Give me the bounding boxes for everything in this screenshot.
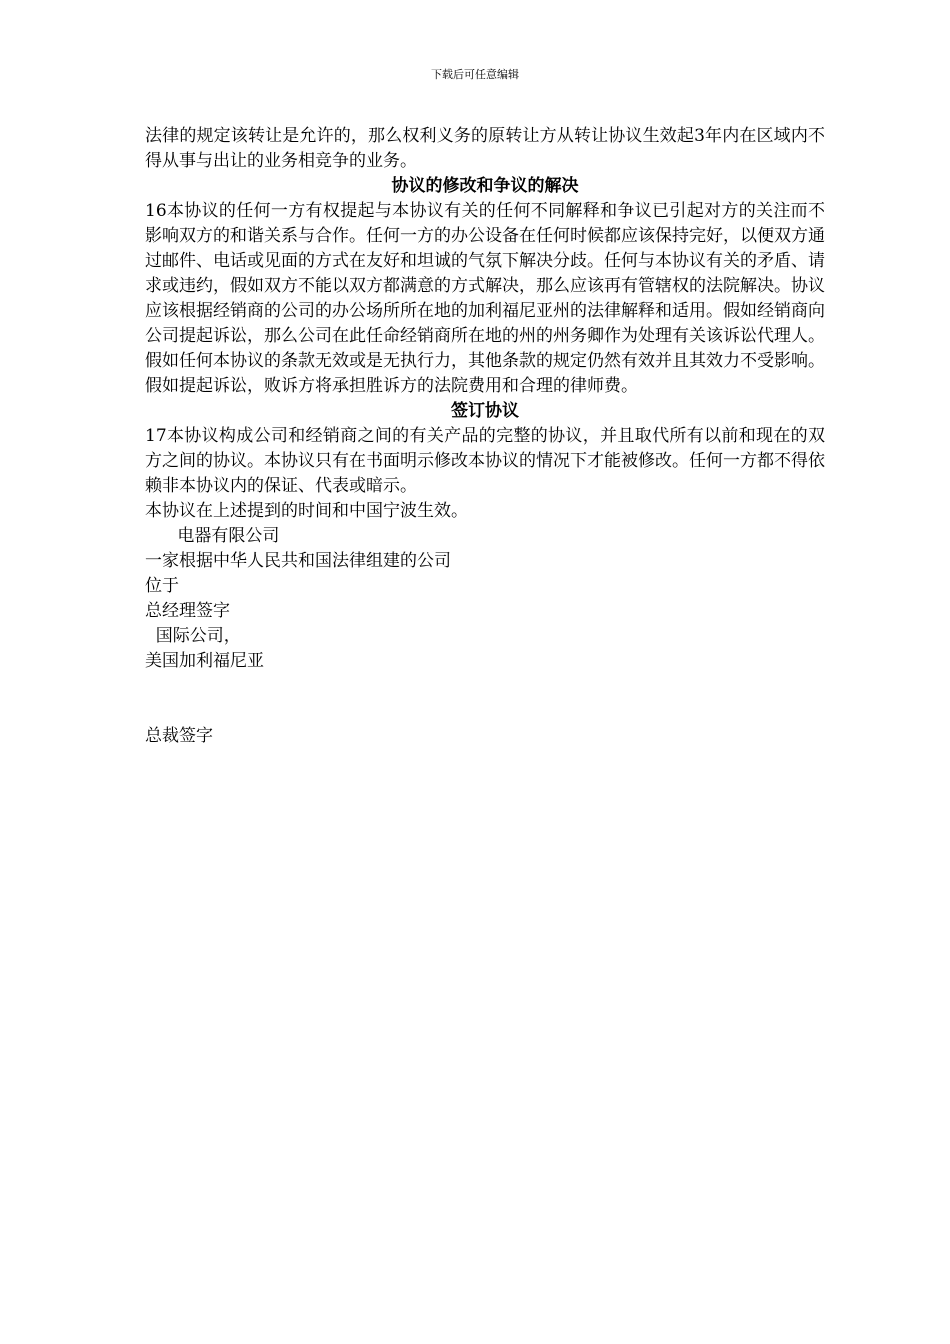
president-signature: 总裁签字 bbox=[145, 726, 213, 746]
page-header: 下载后可任意编辑 bbox=[431, 68, 519, 81]
section-heading-signing: 签订协议 bbox=[451, 401, 519, 421]
spacer bbox=[145, 674, 825, 724]
effective-statement: 本协议在上述提到的时间和中国宁波生效。 bbox=[145, 501, 468, 521]
company-location-usa: 美国加利福尼亚 bbox=[145, 651, 264, 671]
section-heading-disputes: 协议的修改和争议的解决 bbox=[391, 176, 579, 196]
document-body bbox=[145, 124, 825, 749]
general-manager-signature: 总经理签字 bbox=[145, 601, 230, 621]
company-name: 电器有限公司 bbox=[145, 526, 280, 546]
international-company: 国际公司， bbox=[145, 626, 241, 646]
paragraph-clause-16: 16本协议的任何一方有权提起与本协议有关的任何不同解释和争议已引起对方的关注而不影响双方的和谐关系与合作。任何一方的办公设备在任何时候都应该保持完好，以便双方通过邮件、电话或见面的方式在友好和坦诚的气氛下解决分歧。任何与本协议有关的矛盾、请求或违约，假如双方不能以双方都满意的方式解决，那么应该再有管辖权的法院解决。协议应该根据经销商的公司的办公场所所在地的加利福尼亚州的法律解释和适用。假如经销商向公司提起诉讼，那么公司在此任命经销商所在地的州的州务卿作为处理有关该诉讼代理人。假如任何本协议的条款无效或是无执行力，其他条款的规定仍然有效并且其效力不受影响。假如提起诉讼，败诉方将承担胜诉方的法院费用和合理的律师费。 bbox=[145, 201, 825, 396]
paragraph-non-compete: 法律的规定该转让是允许的，那么权利义务的原转让方从转让协议生效起3年内在区域内不得从事与出让的业务相竞争的业务。 bbox=[145, 126, 825, 171]
company-description: 一家根据中华人民共和国法律组建的公司 bbox=[145, 551, 451, 571]
location-label: 位于 bbox=[145, 576, 179, 596]
paragraph-clause-17: 17本协议构成公司和经销商之间的有关产品的完整的协议，并且取代所有以前和现在的双方之间的协议。本协议只有在书面明示修改本协议的情况下才能被修改。任何一方都不得依赖非本协议内的保证、代表或暗示。 bbox=[145, 426, 825, 496]
